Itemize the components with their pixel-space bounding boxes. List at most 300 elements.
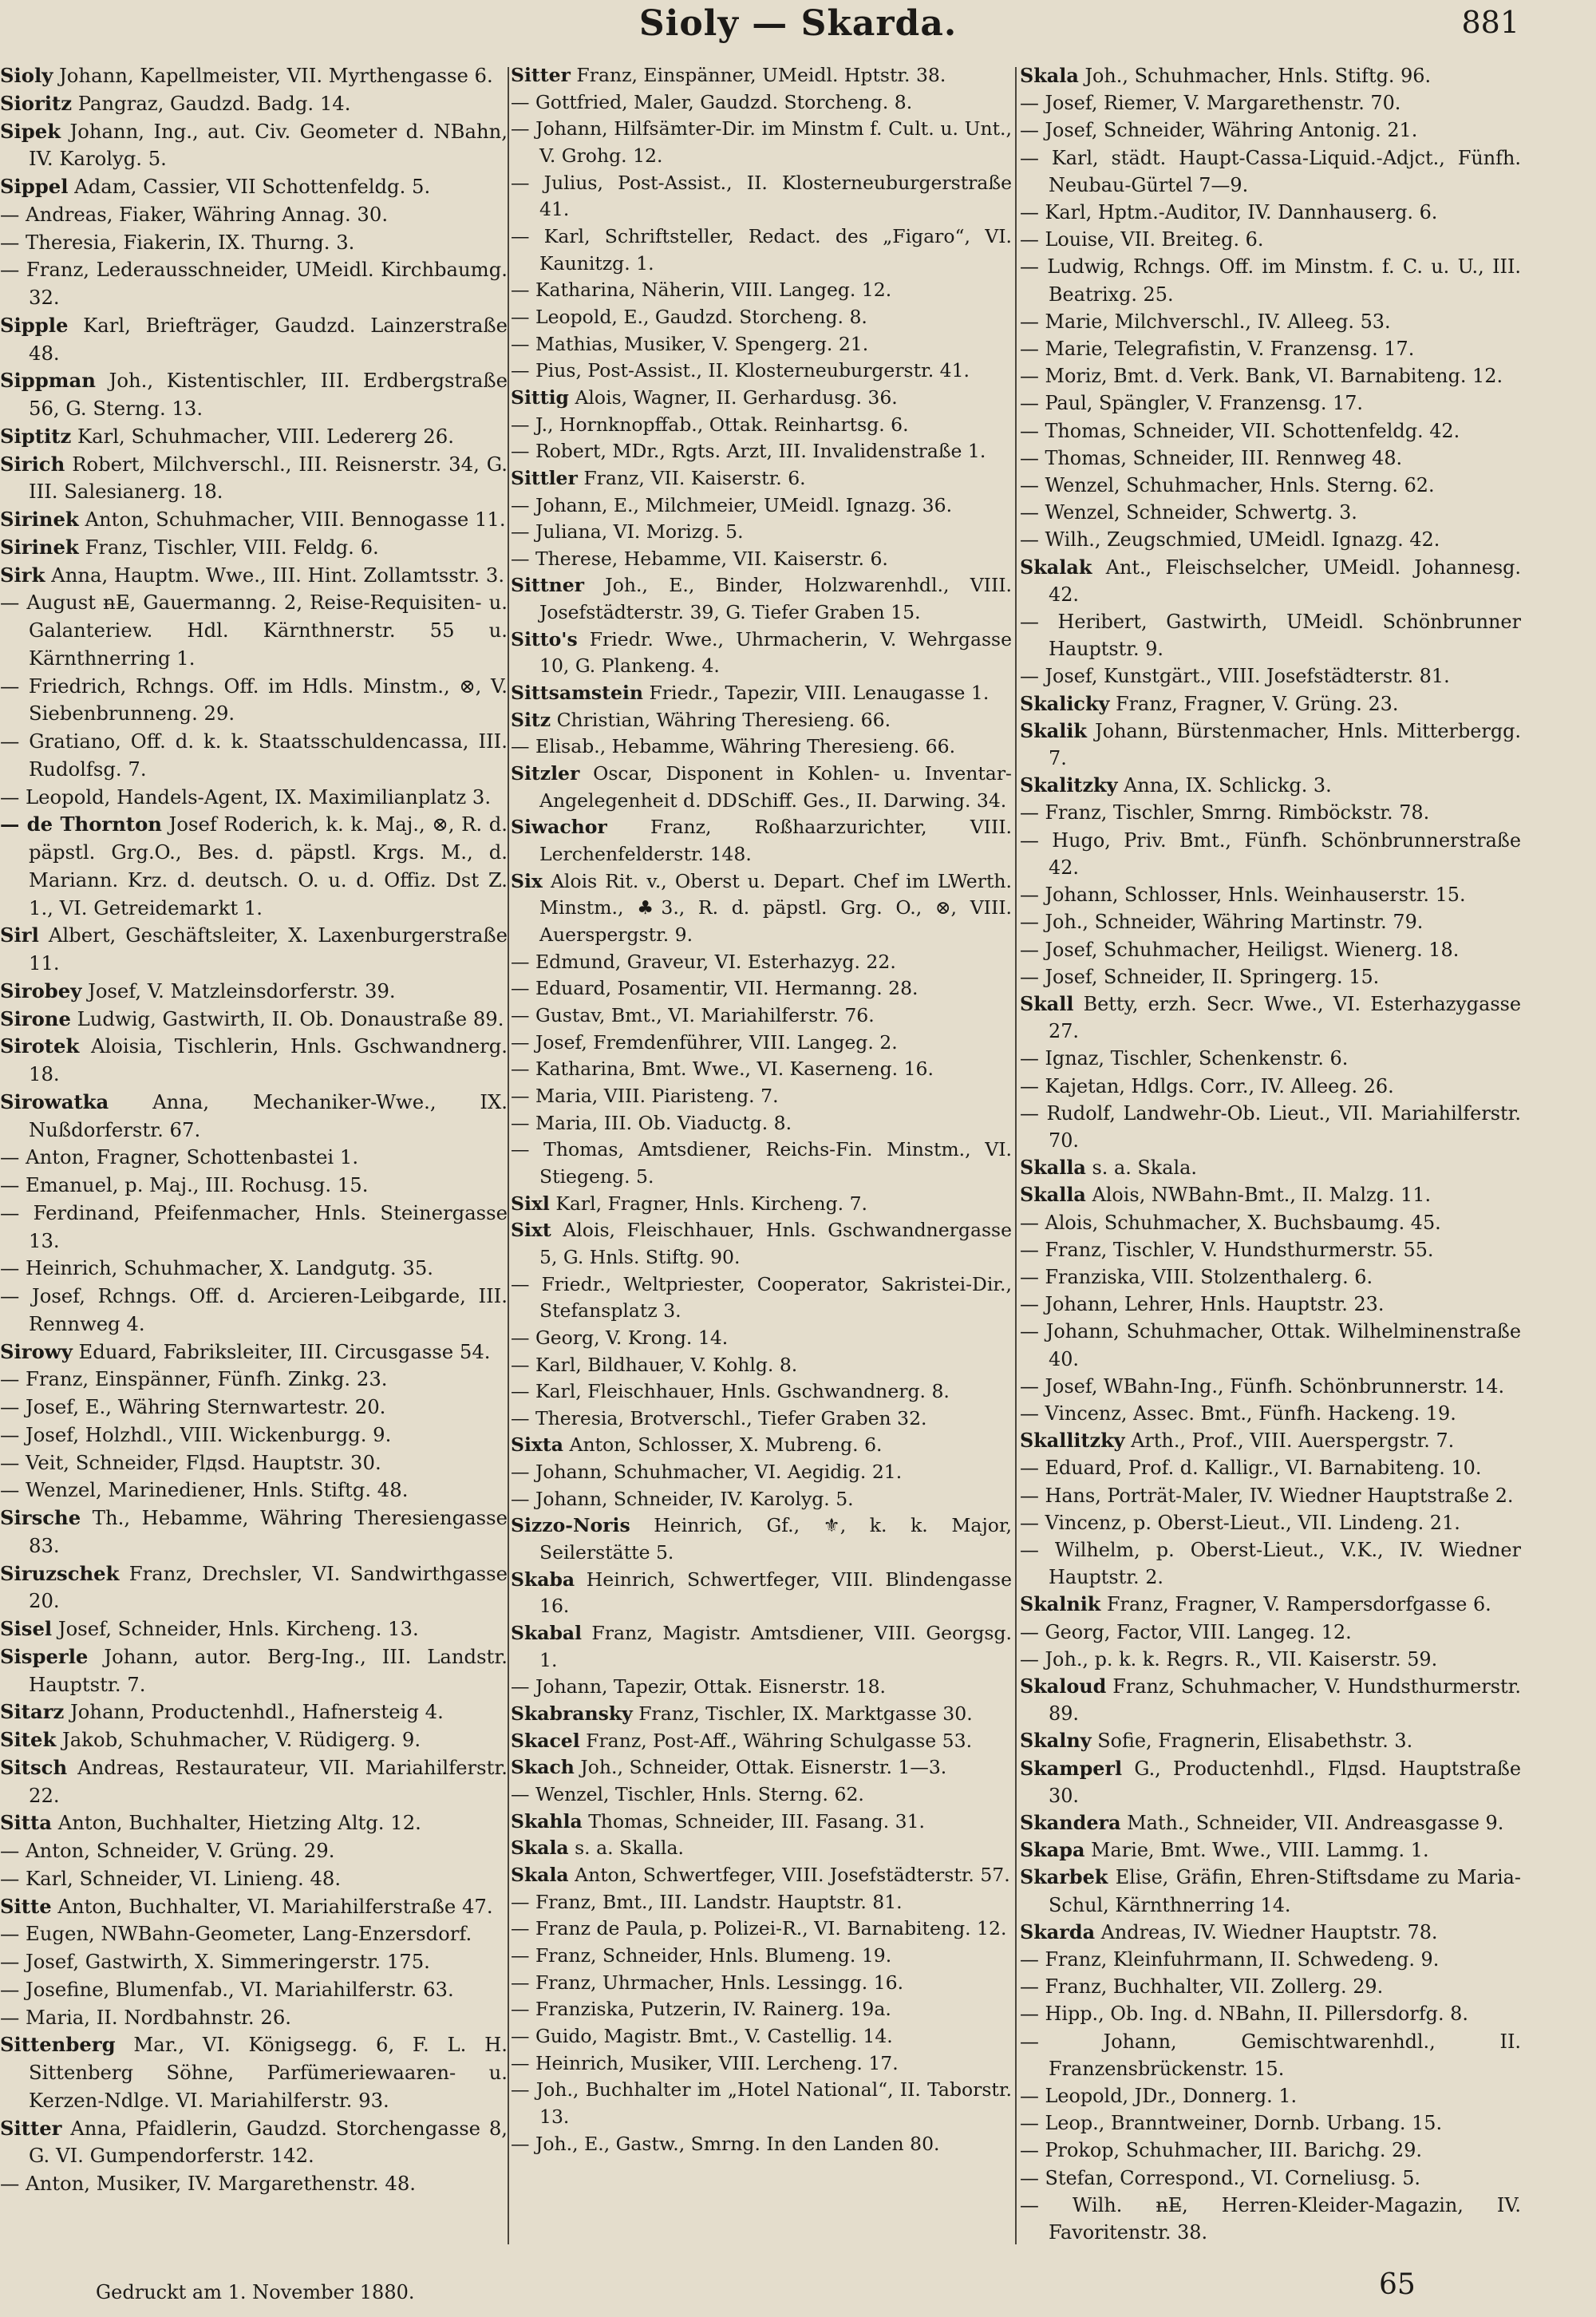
entry-surname: Skalak — [1020, 556, 1092, 579]
entry-details: — Eduard, Prof. d. Kalligr., VI. Barnabiteng. 10. — [1020, 1457, 1482, 1480]
directory-entry — [1020, 990, 1521, 1045]
entry-details: — Karl, Schneider, VI. Linieng. 48. — [0, 1866, 342, 1890]
entry-surname: Sitzler — [511, 762, 580, 785]
entry-details: — Anton, Schneider, V. Grüng. 29. — [0, 1839, 335, 1862]
directory-entry — [511, 1459, 1012, 1486]
directory-entry — [511, 546, 1012, 573]
directory-entry — [0, 1033, 508, 1089]
entry-details: — Franziska, VIII. Stolzenthalerg. 6. — [1020, 1265, 1373, 1288]
entry-surname: Sioritz — [0, 91, 73, 115]
entry-details: — Johann, Lehrer, Hnls. Hauptstr. 23. — [1020, 1293, 1385, 1316]
entry-details: — Georg, Factor, VIII. Langeg. 12. — [1020, 1620, 1352, 1643]
directory-entry — [1020, 554, 1521, 608]
directory-entry — [0, 2031, 508, 2114]
entry-details: — Franz, Buchhalter, VII. Zollerg. 29. — [1020, 1975, 1384, 1999]
entry-surname: Siruzschek — [0, 1561, 120, 1585]
directory-entry — [511, 572, 1012, 626]
directory-entry — [1020, 117, 1521, 144]
directory-entry — [1020, 1809, 1521, 1837]
entry-details: Joh., Kistentischler, III. Erdbergstraße 56, G. Sterng. 13. — [29, 369, 508, 420]
directory-entry — [511, 385, 1012, 412]
entry-surname: Skala — [511, 1837, 569, 1860]
directory-entry — [0, 201, 508, 229]
entry-details: Franz, Fragner, V. Rampersdorfgasse 6. — [1100, 1593, 1491, 1616]
entry-details: Alois, NWBahn-Bmt., II. Malzg. 11. — [1085, 1184, 1432, 1207]
entry-details: Johann, Kapellmeister, VII. Myrthengasse 6. — [53, 64, 493, 87]
entry-surname: Sitte — [0, 1894, 52, 1918]
entry-details: Elise, Gräfin, Ehren-Stiftsdame zu Maria-Schul, Kärnthnerring 14. — [1049, 1866, 1521, 1916]
entry-surname: Sirowy — [0, 1339, 73, 1363]
entry-details: Marie, Bmt. Wwe., VIII. Lammg. 1. — [1084, 1839, 1429, 1862]
directory-entry — [511, 1674, 1012, 1701]
directory-entry — [0, 1477, 508, 1504]
entry-details: Karl, Schuhmacher, VIII. Ledererg 26. — [71, 424, 454, 448]
entry-surname: Skacel — [511, 1729, 580, 1752]
entry-details: Mar., VI. Königsegg. 6, F. L. H. Sittenberg Söhne, Parfümeriewaaren- u. Kerzen-Ndlge. VI. Mariahilferstr. 93. — [29, 2033, 508, 2112]
entry-details: Josef, Schneider, Hnls. Kircheng. 13. — [52, 1617, 419, 1640]
entry-details: — Franz, Bmt., III. Landstr. Hauptstr. 81. — [511, 1890, 903, 1913]
entry-details: — Julius, Post-Assist., II. Klosterneuburgerstraße 41. — [511, 171, 1012, 221]
entry-details: — Johann, Tapezir, Ottak. Eisnerstr. 18. — [511, 1675, 887, 1698]
entry-details: — Wilhelm, p. Oberst-Lieut., V.K., IV. Wiedner Hauptstr. 2. — [1020, 1538, 1521, 1589]
directory-entry — [1020, 472, 1521, 499]
directory-entry — [511, 331, 1012, 358]
directory-entry — [511, 707, 1012, 734]
running-title: Sioly — Skarda. — [638, 3, 958, 44]
directory-entry — [511, 1916, 1012, 1943]
directory-entry — [1020, 908, 1521, 935]
entry-surname: Skalicky — [1020, 692, 1110, 715]
entry-surname: Sippel — [0, 175, 69, 198]
directory-entry — [511, 62, 1012, 89]
entry-details: — Joh., E., Gastw., Smrng. In den Landen 80. — [511, 2132, 940, 2155]
entry-details: Robert, Milchverschl., III. Reisnerstr. 34, G. III. Salesianerg. 18. — [29, 452, 508, 504]
entry-surname: Sixl — [511, 1192, 550, 1215]
directory-entry — [0, 173, 508, 201]
directory-entry — [511, 2131, 1012, 2158]
directory-entry — [0, 1893, 508, 1921]
directory-entry — [0, 367, 508, 423]
directory-entry — [0, 1449, 508, 1477]
entry-surname: Sixta — [511, 1433, 563, 1457]
directory-entry — [0, 312, 508, 368]
entry-details: — Johann, Schuhmacher, VI. Aegidig. 21. — [511, 1461, 903, 1484]
entry-details: — Joh., Buchhalter im „Hotel National“, II. Taborstr. 13. — [511, 2078, 1012, 2128]
directory-entry — [511, 1835, 1012, 1862]
entry-details: — Josef, Fremdenführer, VIII. Langeg. 2. — [511, 1030, 898, 1054]
entry-details: Joh., Schuhmacher, Hnls. Stiftg. 96. — [1078, 65, 1432, 87]
directory-entry — [0, 1726, 508, 1754]
entry-details: — Josef, Gastwirth, X. Simmeringerstr. 175. — [0, 1950, 430, 1973]
print-date: Gedruckt am 1. November 1880. — [96, 2281, 415, 2303]
entry-details: Joh., E., Binder, Holzwarenhdl., VIII. Josefstädterstr. 39, G. Tiefer Graben 15. — [539, 574, 1012, 624]
entry-details: Alois, Wagner, II. Gerhardusg. 36. — [568, 386, 898, 409]
entry-details: Joh., Schneider, Ottak. Eisnerstr. 1—3. — [574, 1756, 947, 1779]
entry-surname: Sirinek — [0, 535, 79, 559]
entry-details: — Juliana, VI. Morizg. 5. — [511, 520, 744, 544]
entry-details: Anna, Mechaniker-Wwe., IX. Nußdorferstr. 67. — [29, 1089, 508, 1141]
directory-entry — [1020, 335, 1521, 362]
directory-entry — [1020, 1209, 1521, 1236]
directory-entry — [1020, 1073, 1521, 1100]
entry-details: Franz, Einspänner, UMeidl. Hptstr. 38. — [570, 64, 946, 86]
directory-entry — [511, 2023, 1012, 2050]
entry-details: — Hipp., Ob. Ing. d. NBahn, II. Pillersdorfg. 8. — [1020, 2003, 1468, 2026]
entry-details: — Rudolf, Landwehr-Ob. Lieut., VII. Mariahilferstr. 70. — [1020, 1101, 1521, 1152]
entry-details: — Stefan, Correspond., VI. Corneliusg. 5. — [1020, 2166, 1420, 2189]
entry-surname: Sirotek — [0, 1034, 80, 1058]
entry-surname: Skallitzky — [1020, 1429, 1125, 1453]
directory-entry — [511, 1970, 1012, 1997]
directory-entry — [1020, 1946, 1521, 1973]
directory-entry — [511, 1002, 1012, 1030]
entry-details: Friedr. Wwe., Uhrmacherin, V. Wehrgasse 10, G. Plankeng. 4. — [539, 627, 1012, 678]
entry-details: — Mathias, Musiker, V. Spengerg. 21. — [511, 332, 869, 355]
entry-details: — Gratiano, Off. d. k. k. Staatsschuldencassa, III. Rudolfsg. 7. — [0, 729, 508, 781]
entry-surname: Skach — [511, 1756, 575, 1779]
entry-details: — Karl, Fleischhauer, Hnls. Gschwandnerg. 8. — [511, 1380, 950, 1403]
entry-details: Franz, Roßhaarzurichter, VIII. Lerchenfelderstr. 148. — [539, 816, 1012, 866]
directory-entry — [1020, 445, 1521, 472]
entry-details: — Vincenz, Assec. Bmt., Fünfh. Hackeng. 19. — [1020, 1402, 1456, 1425]
directory-entry — [1020, 308, 1521, 335]
directory-entry — [1020, 1837, 1521, 1864]
entry-surname: Skarda — [1020, 1920, 1096, 1943]
entry-surname: Skalny — [1020, 1730, 1092, 1753]
entry-surname: Sizzo-Noris — [511, 1514, 630, 1537]
directory-entry — [1020, 1973, 1521, 2000]
entry-details: — Katharina, Näherin, VIII. Langeg. 12. — [511, 279, 892, 302]
directory-entry — [1020, 199, 1521, 226]
entry-details: — Wenzel, Marinediener, Hnls. Stiftg. 48. — [0, 1478, 409, 1502]
directory-entry — [1020, 1591, 1521, 1618]
directory-entry — [1020, 389, 1521, 417]
directory-entry — [511, 1030, 1012, 1057]
directory-entry — [1020, 2028, 1521, 2082]
directory-entry — [511, 1889, 1012, 1916]
entry-details: — Edmund, Graveur, VI. Esterhazyg. 22. — [511, 950, 896, 973]
directory-entry — [0, 62, 508, 90]
entry-details: — Wenzel, Schuhmacher, Hnls. Sterng. 62. — [1020, 474, 1435, 497]
directory-entry — [0, 728, 508, 784]
directory-entry — [0, 1837, 508, 1865]
entry-details: — Franz, Tischler, V. Hundsthurmerstr. 55. — [1020, 1238, 1434, 1261]
entry-details: Franz, Tischler, VIII. Feldg. 6. — [78, 535, 379, 559]
directory-entry — [511, 1567, 1012, 1620]
entry-details: — Guido, Magistr. Bmt., V. Castellig. 14. — [511, 2024, 893, 2047]
entry-details: Anton, Buchhalter, Hietzing Altg. 12. — [51, 1811, 421, 1835]
entry-details: — Franz de Paula, p. Polizei-R., VI. Barnabiteng. 12. — [511, 1917, 1007, 1940]
directory-entry — [511, 1486, 1012, 1513]
directory-entry — [1020, 936, 1521, 963]
entry-details: Alois, Fleischhauer, Hnls. Gschwandnergasse 5, G. Hnls. Stiftg. 90. — [539, 1219, 1012, 1268]
directory-entry — [1020, 1454, 1521, 1481]
directory-entry — [511, 1620, 1012, 1674]
entry-details: — Hans, Porträt-Maler, IV. Wiedner Hauptstraße 2. — [1020, 1484, 1514, 1507]
directory-entry — [511, 89, 1012, 117]
directory-entry — [0, 1200, 508, 1255]
entry-surname: Skala — [511, 1863, 569, 1886]
directory-entry — [1020, 226, 1521, 253]
directory-entry — [511, 1862, 1012, 1889]
entry-details: Franz, Magistr. Amtsdiener, VIII. Georgsg. 1. — [539, 1622, 1012, 1671]
entry-details: — Kajetan, Hdlgs. Corr., IV. Alleeg. 26. — [1020, 1074, 1394, 1097]
entry-details: — Thomas, Amtsdiener, Reichs-Fin. Minstm., VI. Stiegeng. 5. — [511, 1138, 1012, 1188]
directory-entry — [511, 1352, 1012, 1379]
directory-entry — [1020, 1646, 1521, 1673]
entry-details: — Elisab., Hebamme, Währing Theresieng. 66. — [511, 735, 956, 758]
directory-entry — [0, 922, 508, 978]
entry-details: — Karl, Bildhauer, V. Kohlg. 8. — [511, 1353, 798, 1376]
directory-entry — [0, 1809, 508, 1837]
entry-details: — Therese, Hebamme, VII. Kaiserstr. 6. — [511, 547, 888, 570]
directory-entry — [0, 1920, 508, 1948]
directory-entry — [0, 673, 508, 729]
entry-surname: Skahla — [511, 1809, 583, 1833]
entry-details: — Joh., Schneider, Währing Martinstr. 79. — [1020, 911, 1424, 934]
entry-surname: Sittler — [511, 466, 578, 489]
entry-details: — Moriz, Bmt. d. Verk. Bank, VI. Barnabiteng. 12. — [1020, 365, 1503, 388]
entry-details: — Wenzel, Schneider, Schwertg. 3. — [1020, 501, 1357, 524]
directory-entry — [0, 506, 508, 534]
entry-details: Eduard, Fabriksleiter, III. Circusgasse 54. — [72, 1339, 491, 1363]
directory-entry — [511, 304, 1012, 331]
column-1 — [0, 62, 508, 2245]
entry-details: — Thomas, Schneider, VII. Schottenfeldg. 42. — [1020, 419, 1460, 442]
directory-entry — [511, 277, 1012, 304]
entry-details: Franz, Schuhmacher, V. Hundsthurmerstr. 89. — [1049, 1674, 1521, 1726]
entry-surname: Sitta — [0, 1811, 52, 1835]
entry-details: — Franz, Schneider, Hnls. Blumeng. 19. — [511, 1943, 892, 1967]
entry-details: Johann, Productenhdl., Hafnersteig 4. — [64, 1700, 444, 1724]
directory-entry — [1020, 1755, 1521, 1809]
directory-entry — [1020, 1291, 1521, 1318]
entry-details: — Wilh. n̶E̶, Herren-Kleider-Magazin, IV. Favoritenstr. 38. — [1020, 2193, 1521, 2244]
directory-entry — [1020, 499, 1521, 526]
entry-details: — Leopold, JDr., Donnerg. 1. — [1020, 2085, 1298, 2108]
entry-details: Johann, Ing., aut. Civ. Geometer d. NBahn, IV. Karolyg. 5. — [29, 119, 508, 171]
directory-entry — [0, 1366, 508, 1394]
entry-details: Betty, erzh. Secr. Wwe., VI. Esterhazygasse 27. — [1049, 992, 1521, 1043]
entry-details: Heinrich, Gf., ⚜, k. k. Major, Seilerstätte 5. — [539, 1514, 1012, 1564]
directory-entry — [1020, 1864, 1521, 1918]
entry-details: — Alois, Schuhmacher, X. Buchsbaumg. 45. — [1020, 1211, 1441, 1234]
directory-entry — [511, 2077, 1012, 2130]
entry-details: — Veit, Schneider, Flдsd. Hauptstr. 30. — [0, 1450, 381, 1474]
entry-details: Andreas, Restaurateur, VII. Mariahilferstr. 22. — [29, 1755, 508, 1807]
directory-entry — [1020, 62, 1521, 89]
directory-entry — [1020, 1373, 1521, 1400]
entry-details: — Johann, Schuhmacher, Ottak. Wilhelminenstraße 40. — [1020, 1320, 1521, 1370]
entry-details: — Franz, Uhrmacher, Hnls. Lessingg. 16. — [511, 1971, 904, 1994]
entry-details: — Maria, III. Ob. Viaductg. 8. — [511, 1111, 792, 1134]
entry-surname: Sitz — [511, 708, 551, 731]
directory-entry — [1020, 362, 1521, 389]
directory-entry — [511, 2050, 1012, 2078]
entry-details: — Gustav, Bmt., VI. Mariahilferstr. 76. — [511, 1003, 875, 1026]
entry-surname: Sixt — [511, 1219, 551, 1242]
entry-details: — Johann, Hilfsämter-Dir. im Minstm f. Cult. u. Unt., V. Grohg. 12. — [511, 117, 1012, 167]
directory-entry — [511, 1728, 1012, 1755]
entry-details: Alois Rit. v., Oberst u. Depart. Chef im LWerth. Minstm., ♣3., R. d. päpstl. Grg. O., ⊗, VIII. Auerspergstr. 9. — [539, 869, 1012, 946]
directory-entry — [511, 1110, 1012, 1137]
entry-details: — Ferdinand, Pfeifenmacher, Hnls. Steinergasse 13. — [0, 1200, 508, 1252]
directory-entry — [0, 784, 508, 812]
entry-details: — Anton, Musiker, IV. Margarethenstr. 48. — [0, 2172, 417, 2195]
entry-surname: Siwachor — [511, 816, 607, 839]
directory-entry — [1020, 1100, 1521, 1154]
directory-entry — [0, 451, 508, 507]
entry-details: Math., Schneider, VII. Andreasgasse 9. — [1120, 1812, 1504, 1834]
directory-entry — [511, 975, 1012, 1002]
entry-details: s. a. Skala. — [1085, 1157, 1197, 1180]
directory-entry — [511, 1432, 1012, 1459]
column-2 — [511, 62, 1012, 2245]
entry-details: — Marie, Telegrafistin, V. Franzensg. 17. — [1020, 338, 1415, 361]
entry-details: — Heinrich, Schuhmacher, X. Landgutg. 35. — [0, 1256, 434, 1280]
directory-entry — [1020, 1154, 1521, 1181]
entry-surname: Skapa — [1020, 1839, 1085, 1862]
entry-details: — Eduard, Posamentir, VII. Hermanng. 28. — [511, 977, 918, 1000]
directory-entry — [511, 519, 1012, 546]
entry-details: — Josef, Schneider, II. Springerg. 15. — [1020, 965, 1380, 988]
directory-entry — [1020, 89, 1521, 117]
directory-entry — [1020, 526, 1521, 553]
directory-entry — [1020, 2137, 1521, 2164]
directory-entry — [1020, 1427, 1521, 1454]
directory-entry — [0, 1948, 508, 1976]
entry-details: — Johann, Schneider, IV. Karolyg. 5. — [511, 1487, 854, 1510]
directory-entry — [0, 1144, 508, 1172]
entry-details: — Josef, Holzhdl., VIII. Wickenburgg. 9. — [0, 1422, 392, 1446]
directory-entry — [1020, 963, 1521, 990]
entry-details: — Johann, E., Milchmeier, UMeidl. Ignazg. 36. — [511, 493, 953, 516]
entry-details: s. a. Skalla. — [568, 1837, 684, 1860]
directory-entry — [1020, 1045, 1521, 1072]
directory-entry — [1020, 662, 1521, 690]
directory-entry — [511, 223, 1012, 277]
entry-surname: Sitto's — [511, 627, 578, 650]
entry-surname: Six — [511, 869, 543, 892]
entry-details: — Ludwig, Rchngs. Off. im Minstm. f. C. u. U., III. Beatrixg. 25. — [1020, 255, 1521, 306]
directory-entry — [511, 1701, 1012, 1728]
directory-entry — [0, 1394, 508, 1421]
directory-entry — [1020, 1727, 1521, 1754]
entry-details: — Josef, E., Währing Sternwartestr. 20. — [0, 1395, 386, 1418]
directory-entry — [511, 627, 1012, 680]
entry-details: — Friedr., Weltpriester, Cooperator, Sakristei-Dir., Stefansplatz 3. — [511, 1272, 1012, 1323]
entry-details: Th., Hebamme, Währing Theresiengasse 83. — [29, 1506, 508, 1557]
entry-details: — Gottfried, Maler, Gaudzd. Storcheng. 8. — [511, 90, 913, 113]
entry-details: — Robert, MDr., Rgts. Arzt, III. Invalidenstraße 1. — [511, 440, 986, 463]
entry-surname: Sittig — [511, 386, 569, 409]
entry-details: — Leop., Branntweiner, Dornb. Urbang. 15. — [1020, 2112, 1443, 2135]
directory-entry — [1020, 2109, 1521, 2137]
entry-details: — Emanuel, p. Maj., III. Rochusg. 15. — [0, 1173, 369, 1196]
entry-surname: Skalitzky — [1020, 774, 1118, 797]
directory-entry — [1020, 1536, 1521, 1591]
directory-entry — [1020, 2165, 1521, 2192]
entry-details: Johann, autor. Berg-Ing., III. Landstr. Hauptstr. 7. — [29, 1644, 508, 1696]
entry-details: — Franz, Einspänner, Fünfh. Zinkg. 23. — [0, 1367, 388, 1391]
column-3 — [1020, 62, 1521, 2245]
directory-entry — [0, 1865, 508, 1893]
entry-details: Franz, VII. Kaiserstr. 6. — [577, 466, 806, 489]
directory-entry — [1020, 1619, 1521, 1646]
directory-entry — [511, 1406, 1012, 1433]
entry-details: — Thomas, Schneider, III. Rennweg 48. — [1020, 446, 1403, 469]
directory-entry — [0, 562, 508, 590]
entry-surname: Sitter — [0, 2116, 62, 2140]
directory-entry — [0, 1560, 508, 1616]
directory-entry — [0, 1754, 508, 1810]
entry-details: Anton, Schuhmacher, VIII. Bennogasse 11. — [78, 508, 506, 531]
directory-entry — [511, 170, 1012, 223]
directory-entry — [0, 978, 508, 1006]
entry-surname: Skandera — [1020, 1812, 1121, 1834]
entry-details: — Josef, WBahn-Ing., Fünfh. Schönbrunnerstr. 14. — [1020, 1374, 1505, 1398]
entry-surname: Sittner — [511, 574, 585, 597]
entry-surname: Sipek — [0, 119, 61, 143]
directory-entry — [0, 90, 508, 118]
directory-entry — [1020, 2192, 1521, 2245]
entry-details: — Heribert, Gastwirth, UMeidl. Schönbrunner Hauptstr. 9. — [1020, 611, 1521, 661]
directory-entry — [0, 229, 508, 257]
entry-details: — Franz, Tischler, Smrng. Rimböckstr. 78. — [1020, 801, 1430, 824]
entry-surname: Skalik — [1020, 719, 1087, 742]
directory-entry — [0, 1089, 508, 1145]
entry-details: Sofie, Fragnerin, Elisabethstr. 3. — [1091, 1730, 1413, 1753]
entry-details: Josef, V. Matzleinsdorferstr. 39. — [81, 979, 396, 1002]
directory-entry — [511, 492, 1012, 520]
entry-details: Heinrich, Schwertfeger, VIII. Blindengasse 16. — [539, 1568, 1012, 1618]
entry-details: — Josef, Rchngs. Off. d. Arcieren-Leibgarde, III. Rennweg 4. — [0, 1284, 508, 1335]
entry-surname: Skalla — [1020, 1157, 1086, 1180]
directory-entry — [511, 438, 1012, 465]
entry-details: — Georg, V. Krong. 14. — [511, 1326, 729, 1349]
entry-details: — Andreas, Fiaker, Währing Annag. 30. — [0, 202, 389, 226]
entry-details: — Karl, städt. Haupt-Cassa-Liquid.-Adjct., Fünfh. Neubau-Gürtel 7—9. — [1020, 146, 1521, 196]
entry-details: — Joh., p. k. k. Regrs. R., VII. Kaiserstr. 59. — [1020, 1647, 1438, 1671]
directory-entry — [1020, 1263, 1521, 1291]
entry-surname: Sittenberg — [0, 2033, 116, 2057]
entry-details: — Josef, Schneider, Währing Antonig. 21. — [1020, 119, 1418, 142]
signature-mark: 65 — [1379, 2268, 1416, 2301]
entry-details: — J., Hornknopffab., Ottak. Reinhartsg. 6. — [511, 413, 909, 436]
directory-entry — [1020, 253, 1521, 307]
directory-entry — [511, 1325, 1012, 1352]
entry-details: — Ignaz, Tischler, Schenkenstr. 6. — [1020, 1047, 1349, 1070]
directory-entry — [511, 465, 1012, 492]
directory-entry — [1020, 827, 1521, 881]
entry-details: Ant., Fleischselcher, UMeidl. Johannesg. 42. — [1049, 556, 1521, 606]
entry-details: — Maria, II. Nordbahnstr. 26. — [0, 2005, 291, 2029]
directory-entry — [0, 1172, 508, 1200]
entry-details: — Josef, Kunstgärt., VIII. Josefstädterstr. 81. — [1020, 665, 1450, 688]
directory-entry — [1020, 1919, 1521, 1946]
entry-details: Albert, Geschäftsleiter, X. Laxenburgerstraße 11. — [29, 923, 508, 975]
directory-entry — [1020, 718, 1521, 772]
entry-details: Aloisia, Tischlerin, Hnls. Gschwandnerg. 18. — [29, 1034, 508, 1085]
entry-details: — Hugo, Priv. Bmt., Fünfh. Schönbrunnerstraße 42. — [1020, 828, 1521, 879]
directory-entry — [0, 1338, 508, 1366]
directory-entry — [0, 1283, 508, 1338]
directory-entry — [1020, 1236, 1521, 1263]
entry-details: — Johann, Schlosser, Hnls. Weinhauserstr. 15. — [1020, 884, 1466, 907]
entry-surname: Sisel — [0, 1617, 53, 1640]
entry-details: — Karl, Hptm.-Auditor, IV. Dannhauserg. 6. — [1020, 201, 1438, 224]
entry-details: — August n̶E̶, Gauermanng. 2, Reise-Requisiten- u. Galanteriew. Hdl. Kärnthnerstr. 55 u. Kärnthnerring 1. — [0, 591, 508, 670]
